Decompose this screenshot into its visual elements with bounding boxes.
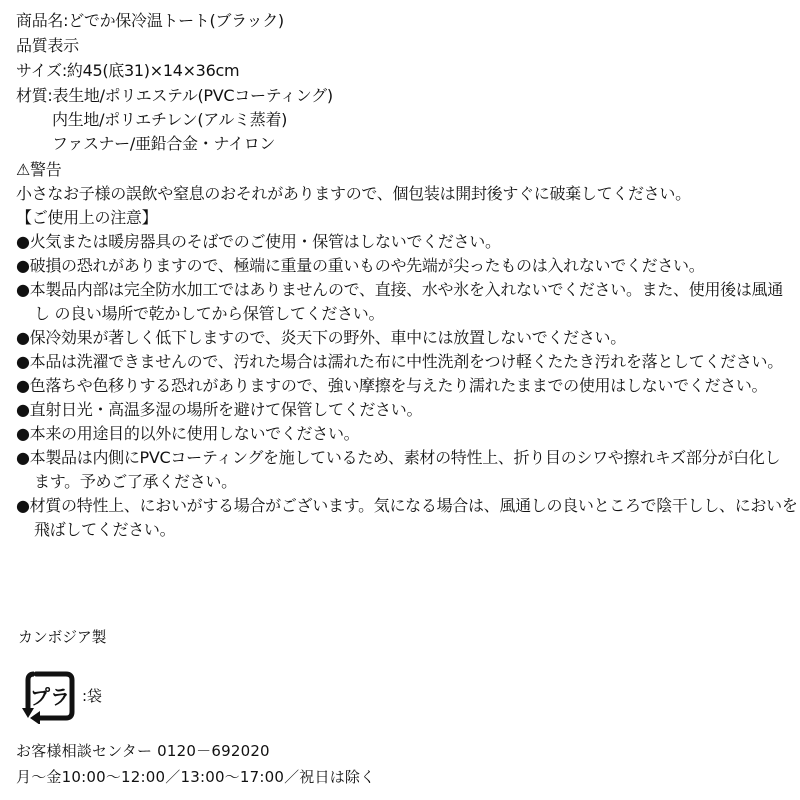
note-item-continuation: し の良い場所で乾かしてから保管してください。: [34, 304, 385, 323]
product-name: 商品名:どでか保冷温トート(ブラック): [16, 11, 284, 30]
notes-heading: 【ご使用上の注意】: [16, 208, 158, 227]
note-item: ●火気または暖房器具のそばでのご使用・保管はしないでください。: [16, 232, 501, 251]
recycle-mark-text: プラ: [30, 685, 70, 709]
note-item: ●破損の恐れがありますので、極端に重量の重いものや先端が尖ったものは入れないでください。: [16, 256, 705, 275]
size-spec: サイズ:約45(底31)×14×36cm: [16, 61, 240, 80]
recycle-label: :袋: [82, 687, 103, 705]
note-item: ●本来の用途目的以外に使用しないでください。: [16, 424, 360, 443]
quality-heading: 品質表示: [16, 36, 79, 55]
note-item: ●材質の特性上、においがする場合がございます。気になる場合は、風通しの良いところで陰干しし、においを: [16, 496, 798, 515]
note-item: ●保冷効果が著しく低下しますので、炎天下の野外、車中には放置しないでください。: [16, 328, 626, 347]
business-hours: 月～金10:00～12:00／13:00～17:00／祝日は除く: [16, 768, 376, 786]
note-item: ●直射日光・高温多湿の場所を避けて保管してください。: [16, 400, 423, 419]
warning-heading: ⚠警告: [16, 160, 62, 179]
note-item: ●本製品は内側にPVCコーティングを施しているため、素材の特性上、折り目のシワや擦れキズ部分が白化し: [16, 448, 781, 467]
plastic-recycle-mark-icon: [22, 668, 78, 724]
material-inner: 内生地/ポリエチレン(アルミ蒸着): [52, 110, 288, 129]
note-item: ●色落ちや色移りする恐れがありますので、強い摩擦を与えたり濡れたままでの使用はしないでください。: [16, 376, 768, 395]
note-item: ●本製品内部は完全防水加工ではありませんので、直接、水や氷を入れないでください。また、使用後は風通: [16, 280, 783, 299]
note-item-continuation: ます。予めご了承ください。: [34, 472, 237, 491]
note-item: ●本品は洗濯できませんので、汚れた場合は濡れた布に中性洗剤をつけ軽くたたき汚れを落としてください。: [16, 352, 783, 371]
material-outer: 材質:表生地/ポリエステル(PVCコーティング): [16, 86, 333, 105]
material-zipper: ファスナー/亜鉛合金・ナイロン: [52, 134, 276, 153]
customer-center: お客様相談センター 0120－692020: [16, 742, 270, 760]
warning-text: 小さなお子様の誤飲や窒息のおそれがありますので、個包装は開封後すぐに破棄してください。: [16, 184, 691, 203]
note-item-continuation: 飛ばしてください。: [34, 520, 176, 539]
recycle-section: [22, 668, 142, 724]
country-of-origin: カンボジア製: [18, 628, 107, 646]
